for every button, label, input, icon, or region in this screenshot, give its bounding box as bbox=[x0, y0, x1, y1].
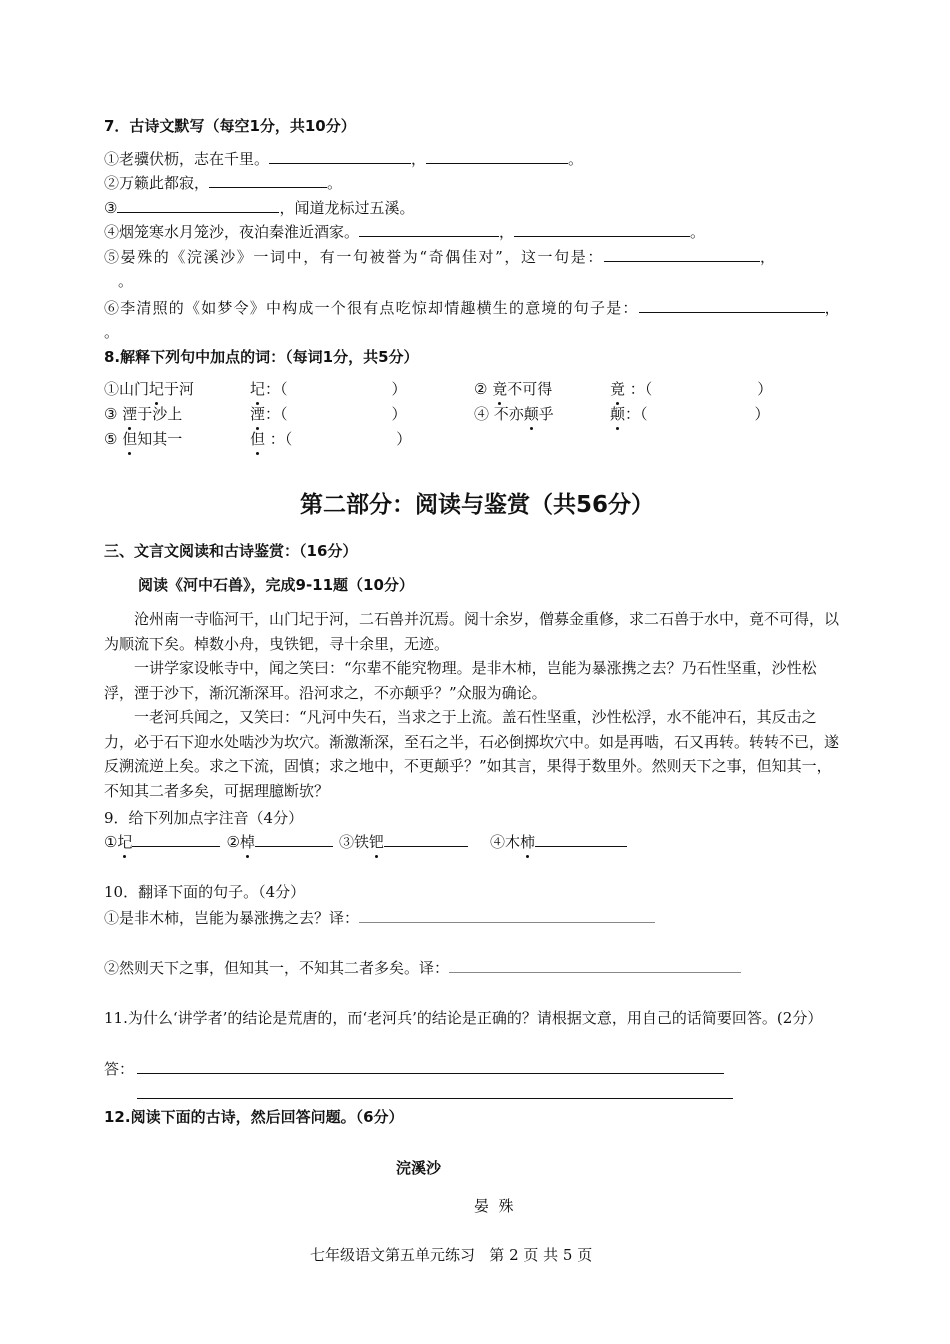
q8-heading: 8.解释下列句中加点的词：（每词1分，共5分） bbox=[104, 348, 419, 366]
q10-sentence-2 bbox=[104, 957, 741, 979]
answer-blank[interactable] bbox=[639, 297, 825, 313]
q8-phrase-post: 于沙上 bbox=[137, 405, 183, 423]
q10-heading: 10．翻译下面的句子。（4分） bbox=[104, 883, 306, 901]
q8-item bbox=[104, 378, 407, 400]
q9-item-number: ① bbox=[104, 833, 118, 851]
q8-phrase bbox=[474, 378, 610, 400]
separator: ， bbox=[824, 299, 841, 317]
answer-blank[interactable] bbox=[604, 246, 760, 262]
q8-open-paren: ：（ bbox=[265, 405, 288, 423]
q10-sentence-1 bbox=[104, 907, 655, 929]
q9-item-number: ④木 bbox=[489, 833, 520, 851]
q7-line-1-text: ①老骥伏枥，志在千里。 bbox=[104, 150, 270, 168]
answer-blank[interactable] bbox=[132, 831, 220, 847]
answer-blank[interactable] bbox=[269, 148, 411, 164]
q8-phrase-pre: ⑤ bbox=[104, 430, 123, 448]
q8-phrase bbox=[104, 428, 250, 450]
q8-phrase-post: 不可得 bbox=[507, 380, 553, 398]
q8-target-word: 但 bbox=[250, 430, 266, 448]
separator: ， bbox=[411, 150, 427, 168]
dotted-character: 棹 bbox=[239, 833, 255, 851]
page-footer: 七年级语文第五单元练习 第 2 页 共 5 页 bbox=[310, 1246, 593, 1264]
answer-blank[interactable] bbox=[255, 831, 333, 847]
q7-line-6 bbox=[104, 297, 841, 319]
q10-sentence-1-text: ①是非木柿，岂能为暴涨携之去？译： bbox=[104, 909, 360, 927]
q9-item bbox=[490, 833, 627, 851]
q8-close-paren: ） bbox=[396, 430, 412, 448]
q8-item bbox=[474, 378, 772, 400]
q8-phrase bbox=[104, 378, 250, 400]
q9-item bbox=[104, 833, 220, 851]
q8-target-word: 湮 bbox=[250, 405, 266, 423]
q7-line-3-text: ，闻道龙标过五溪。 bbox=[279, 199, 415, 217]
q8-phrase-pre: ③ bbox=[104, 405, 123, 423]
answer-line[interactable] bbox=[137, 1073, 724, 1074]
dotted-character: 湮 bbox=[122, 405, 138, 423]
q8-phrase bbox=[474, 403, 610, 425]
q9-heading: 9．给下列加点字注音（4分） bbox=[104, 809, 304, 827]
answer-blank[interactable] bbox=[359, 907, 655, 923]
q7-line-2 bbox=[104, 172, 342, 194]
separator: ， bbox=[759, 248, 777, 266]
q7-line-2-text: ②万籁此都寂， bbox=[104, 174, 210, 192]
q8-phrase-post: 于河 bbox=[164, 380, 195, 398]
q8-phrase-pre: ①山门 bbox=[104, 380, 150, 398]
poem-title: 浣溪沙 bbox=[396, 1159, 442, 1177]
q9-items bbox=[104, 831, 627, 853]
q8-open-paren: ：（ bbox=[625, 405, 648, 423]
q12-heading: 12.阅读下面的古诗，然后回答问题。（6分） bbox=[104, 1108, 404, 1126]
q8-close-paren: ） bbox=[757, 380, 773, 398]
q9-item-number: ② bbox=[226, 833, 240, 851]
section3-sub: 阅读《河中石兽》，完成9-11题（10分） bbox=[138, 576, 414, 594]
q8-phrase-post: 乎 bbox=[538, 405, 554, 423]
separator: 。 bbox=[568, 150, 584, 168]
answer-blank[interactable] bbox=[449, 957, 741, 973]
passage-paragraph-2: 一讲学家设帐寺中，闻之笑曰：“尔辈不能究物理。是非木柿，岂能为暴涨携之去？乃石性坚重，沙性松浮，湮于沙下，渐沉渐深耳。沿河求之，不亦颠乎？”众服为确论。 bbox=[104, 659, 817, 702]
dotted-character: 但 bbox=[122, 430, 138, 448]
answer-blank[interactable] bbox=[426, 148, 568, 164]
dotted-character: 竟 bbox=[492, 380, 508, 398]
answer-blank[interactable] bbox=[514, 221, 690, 237]
q8-phrase-pre: ④ 不亦 bbox=[474, 405, 524, 423]
q7-line-6-end: 。 bbox=[104, 323, 120, 341]
dotted-character: 钯 bbox=[368, 833, 384, 851]
separator: ， bbox=[499, 223, 515, 241]
q8-close-paren: ） bbox=[754, 405, 770, 423]
q7-line-6-text: ⑥李清照的《如梦令》中构成一个很有点吃惊却情趣横生的意境的句子是： bbox=[104, 299, 639, 317]
q8-open-paren: ：（ bbox=[625, 380, 653, 398]
q8-target-word: 竟 bbox=[610, 380, 626, 398]
q7-line-4 bbox=[104, 221, 705, 243]
q8-phrase bbox=[104, 403, 250, 425]
q7-line-3-number: ③ bbox=[104, 199, 118, 217]
dotted-character: 圮 bbox=[149, 380, 165, 398]
section3-heading: 三、文言文阅读和古诗鉴赏：（16分） bbox=[104, 542, 358, 560]
answer-blank[interactable] bbox=[359, 221, 499, 237]
q10-sentence-2-text: ②然则天下之事，但知其一，不知其二者多矣。译： bbox=[104, 959, 450, 977]
q9-item bbox=[226, 833, 332, 851]
q11-text: 11.为什么‘讲学者’的结论是荒唐的，而‘老河兵’的结论是正确的？请根据文意，用自己的话简要回答。(2分） bbox=[104, 1009, 823, 1027]
q8-target-word: 颠 bbox=[610, 405, 626, 423]
q7-line-4-text: ④烟笼寒水月笼沙，夜泊秦淮近酒家。 bbox=[104, 223, 360, 241]
q7-line-5 bbox=[104, 246, 777, 268]
q8-phrase-post: 知其一 bbox=[137, 430, 183, 448]
q7-line-5-text: ⑤晏殊的《浣溪沙》一词中，有一句被誉为“奇偶佳对”，这一句是： bbox=[104, 248, 604, 266]
passage-paragraph-3: 一老河兵闻之，又笑曰：“凡河中失石，当求之于上流。盖石性坚重，沙性松浮，水不能冲石，其反击之力，必于石下迎水处啮沙为坎穴。渐激渐深，至石之半，石必倒掷坎穴中。如是再啮，石又再转。转转不已，遂反溯流逆上矣。求之下流，固慎；求之地中，不更颠乎？”如其言，果得于数里外。然则天下之事，但知其一，不知其二者多矣，可据理臆断欤？ bbox=[104, 708, 840, 800]
q7-line-3 bbox=[104, 197, 414, 219]
dotted-character: 圮 bbox=[117, 833, 133, 851]
passage-paragraph-1: 沧州南一寺临河干，山门圮于河，二石兽并沉焉。阅十余岁，僧募金重修，求二石兽于水中，竟不可得，以为顺流下矣。棹数小舟，曳铁钯，寻十余里，无迹。 bbox=[104, 610, 840, 653]
q8-open-paren: ：（ bbox=[265, 380, 288, 398]
separator: 。 bbox=[690, 223, 706, 241]
answer-line[interactable] bbox=[137, 1098, 733, 1099]
q9-item-number: ③铁 bbox=[338, 833, 369, 851]
dotted-character: 颠 bbox=[523, 405, 539, 423]
answer-blank[interactable] bbox=[384, 831, 468, 847]
q11-answer-label: 答： bbox=[104, 1060, 135, 1078]
q8-target-word: 圮 bbox=[250, 380, 266, 398]
part2-title: 第二部分：阅读与鉴赏（共56分） bbox=[300, 492, 655, 518]
answer-blank[interactable] bbox=[209, 172, 327, 188]
q7-line-5-end: 。 bbox=[118, 272, 134, 290]
q9-item bbox=[339, 833, 468, 851]
q8-item bbox=[104, 403, 407, 425]
q8-open-paren: ：（ bbox=[265, 430, 293, 448]
dotted-character: 柿 bbox=[519, 833, 535, 851]
q7-line-1 bbox=[104, 148, 583, 170]
q7-heading: 7．古诗文默写（每空1分，共10分） bbox=[104, 117, 356, 135]
q8-close-paren: ） bbox=[391, 380, 407, 398]
answer-blank[interactable] bbox=[535, 831, 627, 847]
q8-item bbox=[104, 428, 411, 450]
poem-author: 晏 殊 bbox=[474, 1197, 514, 1215]
q8-close-paren: ） bbox=[391, 405, 407, 423]
separator: 。 bbox=[327, 174, 343, 192]
answer-blank[interactable] bbox=[117, 197, 279, 213]
q8-phrase-pre: ② bbox=[474, 380, 493, 398]
q8-item bbox=[474, 403, 770, 425]
